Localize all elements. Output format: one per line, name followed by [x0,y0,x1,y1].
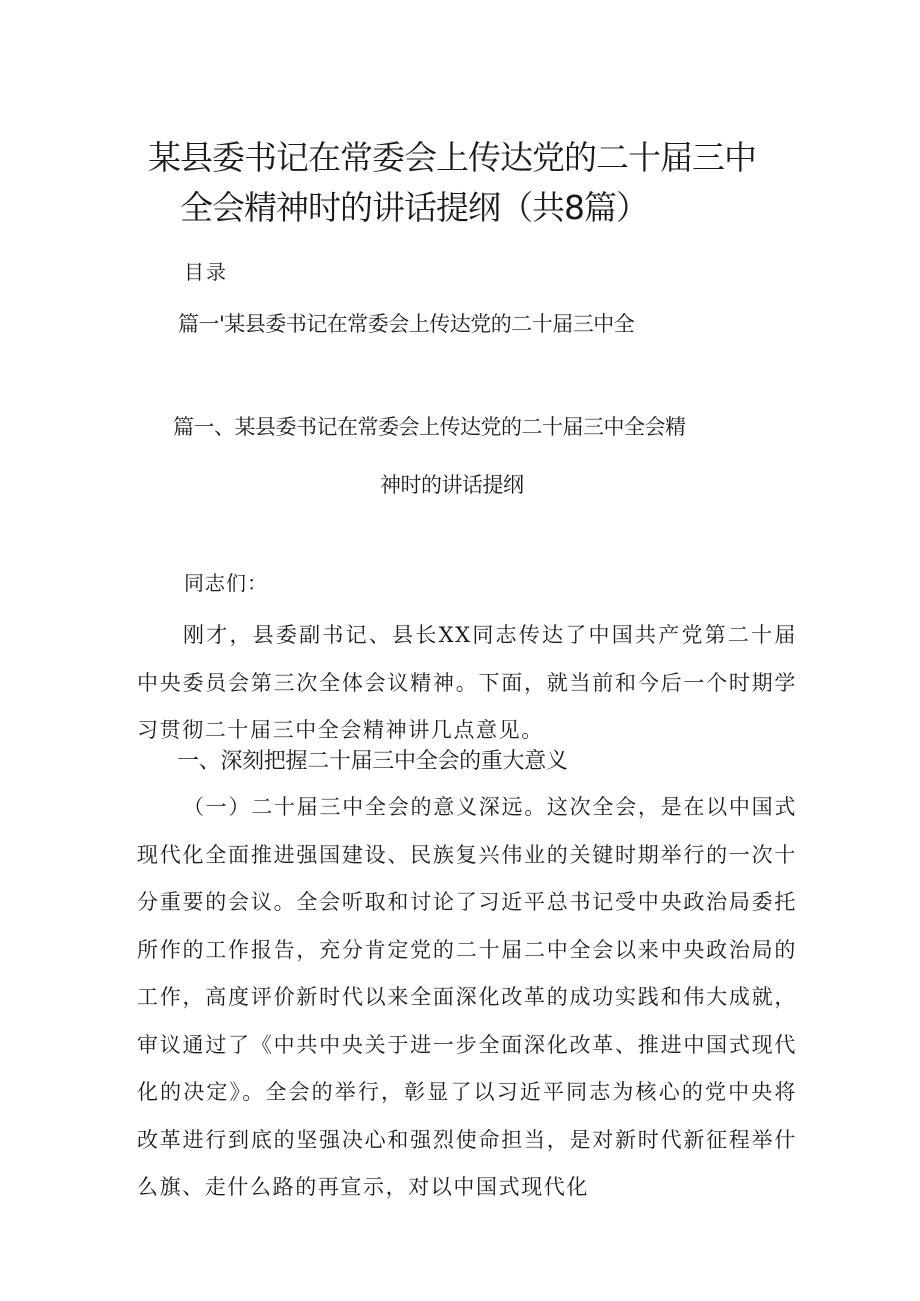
paragraph-significance: （一）二十届三中全会的意义深远。这次全会，是在以中国式现代化全面推进强国建设、民族复兴伟业的关键时期举行的一次十分重要的会议。全会听取和讨论了习近平总书记受中央政治局委托所作的工作报告，充分肯定党的二十届二中全会以来中央政治局的工作，高度评价新时代以来全面深化改革的成功实践和伟大成就，审议通过了《中共中央关于进一步全面深化改革、推进中国式现代化的决定》。全会的举行，彰显了以习近平同志为核心的党中央将改革进行到底的坚强决心和强烈使命担当，是对新时代新征程举什么旗、走什么路的再宣示，对以中国式现代化 [137,795,797,1199]
greeting: 同志们： [184,571,268,595]
heading-level-1: 一、深刻把握二十届三中全会的重大意义 [177,749,568,774]
document-title-line-2: 全会精神时的讲话提纲（共8篇） [180,188,648,227]
toc-entry-1[interactable]: 篇一'某县委书记在常委会上传达党的二十届三中全 [178,312,635,336]
document-title-line-1: 某县委书记在常委会上传达党的二十届三中 [148,138,756,177]
section-title-line-2: 神时的讲话提纲 [380,473,524,497]
table-of-contents-label: 目录 [184,260,228,284]
paragraph-intro: 刚才，县委副书记、县长XX同志传达了中国共产党第二十届中央委员会第三次全体会议精神。下面，就当前和今后一个时期学习贯彻二十届三中全会精神讲几点意见。 [137,623,797,742]
section-title-line-1: 篇一、某县委书记在常委会上传达党的二十届三中全会精 [173,415,686,439]
